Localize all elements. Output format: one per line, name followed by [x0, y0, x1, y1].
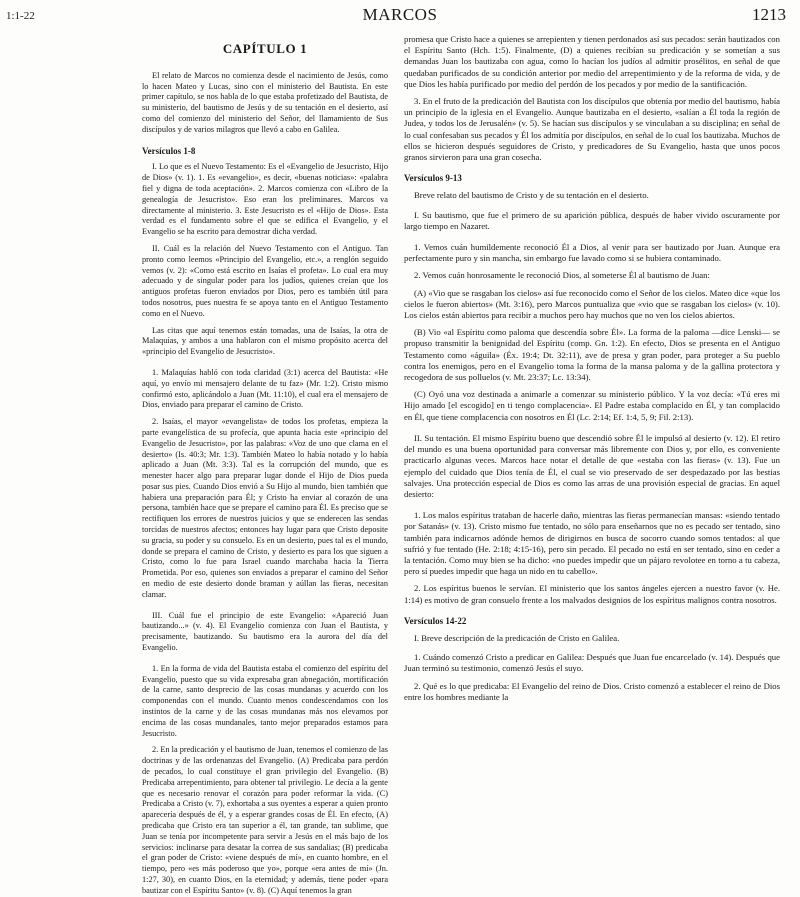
paragraph: 2. Qué es lo que predicaba: El Evangelio del reino de Dios. Cristo comenzó a establecer el reino de Dios entre los hombres mediante la — [404, 680, 780, 702]
paragraph: 1. Vemos cuán humildemente reconoció Él a Dios, al venir para ser bautizado por Juan. Aunque era perfectamente puro y sin mancha, sin embargo fue lavado como si se hubiera contaminado. — [404, 242, 780, 264]
paragraph: 1. Malaquías habló con toda claridad (3:1) acerca del Bautista: «He aquí, yo envío mi mensajero delante de tu faz» (Mr. 1:2). Cristo mismo confirmó esto, aplicándolo a Juan (Mt. 11:10), el cual era el mensajero de Dios, enviado para preparar el camino de Cristo. — [142, 367, 388, 410]
paragraph: II. Su tentación. El mismo Espíritu bueno que descendió sobre Él le impulsó al desierto (v. 12). El retiro del mundo es una buena oportunidad para conversar más libremente con Dios y, por ello, es conveniente practicarlo algunas veces. Marcos hace notar el detalle de que «estaba con las fieras» (v. 13). Fue un ejemplo del cuidado que Dios tenía de Él, el cual se vio preservado de ser despedazado por las bestias salvajes. Una protección especial de Dios es como las arras de una provisión especial de gracias. En aquel desierto: — [404, 432, 780, 499]
right-column — [404, 34, 780, 800]
left-column — [142, 34, 388, 895]
paragraph: 3. En el fruto de la predicación del Bautista con los discípulos que obtenía por medio del bautismo, había un principio de la iglesia en el Evangelio. Aunque bautizaba en el desierto, «salían a Él toda la región de Judea, y todos los de Jerusalén» (v. 5). Se hacían sus discípulos y se vinculaban a su disciplina; en señal de lo cual confesaban sus pecados y Él los admitía por discípulos, en señal de lo cual los bautizaba. Muchos de ellos se hicieron después seguidores de Cristo, y predicadores de Su Evangelio, hasta que unos pocos granos sirvieron para una gran cosecha. — [404, 96, 780, 163]
section-summary: Breve relato del bautismo de Cristo y de su tentación en el desierto. — [414, 190, 649, 201]
paragraph: Las citas que aquí tenemos están tomadas, una de Isaías, la otra de Malaquías, y ambos a una hablaron con el mismo propósito acerca del «principio del Evangelio de Jesucristo». — [142, 325, 388, 357]
paragraph: (B) Vio «al Espíritu como paloma que descendía sobre Él». La forma de la paloma —dice Lenski— se propuso transmitir la benignidad del Espíritu (comp. Gn. 1:2). En efecto, Dios se presenta en el Antiguo Testamento como «águila» (Éx. 19:4; Dt. 32:11), ave de presa y gran poder, para proteger a Su pueblo contra los enemigos, pero en el Evangelio toma la forma de la mansa paloma y de la gallina protectora y recogedora de sus polluelos (v. Mt. 23:37; Lc. 13:34). — [404, 327, 780, 383]
header-page-number: 1213 — [752, 5, 786, 24]
verse-heading: Versículos 9-13 — [404, 173, 462, 184]
paragraph: 2. En la predicación y el bautismo de Juan, tenemos el comienzo de las doctrinas y de las ordenanzas del Evangelio. (A) Predicaba para perdón de pecados, lo cual constituye el gran privilegio del Evangelio. (B) Predicaba arrepentimiento, para obtener tal privilegio. Le decía a la gente que es necesario renovar el corazón para poder reformar la vida. (C) Predicaba a Cristo (v. 7), exhortaba a sus oyentes a esperar a quien pronto aparecería después de él, y a esperar grandes cosas de Él. En efecto, (A) predicaba que Cristo era tan superior a él, tan grande, tan sublime, que Juan se tenía por incompetente para servir a Jesús en el más bajo de los servicios: inclinarse para desatar la correa de sus sandalias; (B) predicaba el gran poder de Cristo: «viene después de mí», en cuanto hombre, en el tiempo, pero «es más poderoso que yo», porque «era antes de mí» (Jn. 1:27, 30), en cuanto Dios, en la eternidad; y además, tiene poder «para bautizar con el Espíritu Santo» (v. 8). (C) Aquí tenemos la gran — [142, 745, 388, 895]
paragraph: 1. Cuándo comenzó Cristo a predicar en Galilea: Después que Juan fue encarcelado (v. 14). Después que Juan terminó su testimonio, comenzó Jesús el suyo. — [404, 652, 780, 674]
paragraph: III. Cuál fue el principio de este Evangelio: «Apareció Juan bautizando...» (v. 4). El Evangelio comienza con Juan el Bautista, y precisamente, bautizando. Su bautismo era la aurora del día del Evangelio. — [142, 610, 388, 653]
header-book-title: MARCOS — [362, 5, 438, 24]
paragraph: I. Su bautismo, que fue el primero de su aparición pública, después de haber vivido oscuramente por largo tiempo en Nazaret. — [404, 209, 780, 231]
section-summary: I. Breve descripción de la predicación de Cristo en Galilea. — [414, 632, 620, 643]
running-header — [0, 2, 800, 28]
intro-paragraph: El relato de Marcos no comienza desde el nacimiento de Jesús, como lo hacen Mateo y Lucas, sino con el ministerio del Bautista. En este primer capítulo, se nos habla de lo que estaba profetizado del Bautista, de su ministerio, del bautismo de Jesús y de su tentación en el desierto, así como del comienzo del ministerio del Señor, del llamamiento de Sus discípulos y de varios milagros que llevó a cabo en Galilea. — [142, 70, 388, 134]
paragraph: promesa que Cristo hace a quienes se arrepienten y tienen perdonados así sus pecados: serán bautizados con el Espíritu Santo (Hch. 1:5). Finalmente, (D) a quienes recibían su predicación y se sometían a sus demandas Juan los bautizaba con agua, como lo hacían los judíos al admitir prosélitos, en señal de que quedaban purificados de su condición anterior por medio del arrepentimiento y de la reforma de vida, y de que Dios les había purificado por medio del perdón de los pecados y por medio de la santificación. — [404, 34, 780, 89]
paragraph: (C) Oyó una voz destinada a animarle a comenzar su ministerio público. Y la voz decía: «Tú eres mi Hijo amado [el escogido] en ti tengo complacencia». El Padre estaba complacido en Él, y tan complacido en Él, que tiene complacencia con nosotros en Él (Lc. 2:14; Ef. 1:4, 5, 9; Fil. 2:13). — [404, 389, 780, 422]
paragraph: 1. En la forma de vida del Bautista estaba el comienzo del espíritu del Evangelio, puesto que su vida expresaba gran abnegación, mortificación de la carne, santo desprecio de las cosas mundanas y acuerdo con los componendas con el mundo. Cuanto menos condescendamos con los instintos de la carne y de las cosas mundanas más nos elevamos por encima de las cosas mundanales, tanto mejor preparados estamos para Jesucristo. — [142, 663, 388, 738]
paragraph: 1. Los malos espíritus trataban de hacerle daño, mientras las fieras permanecían mansas: «siendo tentado por Satanás» (v. 13). Cristo mismo fue tentado, no sólo para enseñarnos que no es pecado ser tentado, sino también para indicarnos adónde hemos de dirigirnos en busca de socorro cuando somos tentados: al que sufrió y fue tentado (He. 2:18; 4:15-16), pero sin pecado. El pecado no está en ser tentado, sino en ceder a la tentación. Como muy bien se ha dicho: «no puedes impedir que un pájaro revolotee en torno a tu cabeza, pero sí puedes impedir que haga un nido en tu cabello». — [404, 510, 780, 577]
verse-heading: Versículos 14-22 — [404, 615, 467, 626]
paragraph: 2. Vemos cuán honrosamente le reconoció Dios, al someterse Él al bautismo de Juan: — [414, 270, 710, 281]
paragraph: 2. Isaías, el mayor «evangelista» de todos los profetas, empieza la parte evangelística de su profecía, que apunta hacia este «principio del Evangelio de Jesucristo», por las palabras: «Voz de uno que clama en el desierto» (Is. 40:3; Mr. 1:3). También Mateo lo había notado y lo había aplicado a Juan (Mt. 3:3). Tal es la corrupción del mundo, que es menester hacer algo para preparar lugar donde el Hijo de Dios pueda posar sus pies. Cuando Dios envió a Su Hijo al mundo, bien también que habiera una preparación para Él; y Cristo ha enviar al corazón de una persona, también hace que se prepare el camino para Él. Es preciso que se rectifiquen los errores de nuestros juicios y que se enderecen las sendas torcidas de nuestros afectos; entonces hay lugar para que Cristo deposite su gracia, su poder y su consuelo. Es en un desierto, pues tal es el mundo, donde se prepara el camino de Cristo, y desierto es para los que siguen a Cristo, como lo fue para Israel cuando marchaba hacia la Tierra Prometida. Por eso, quienes son enviados a preparar el camino del Señor en medio de este desierto donde braman y aúllan las fieras, necesitan clamar. — [142, 417, 388, 599]
paragraph: (A) «Vio que se rasgaban los cielos» así fue reconocido como el Señor de los cielos. Mateo dice «que los cielos le fueron abiertos» (Mt. 3:16), pero Marcos puntualiza que «vio que se rasgaban los cielos» (v. 10). Los cielos están abiertos para recibir a muchos pero hay muchos que no ven los cielos abiertos. — [404, 287, 780, 321]
paragraph: I. Lo que es el Nuevo Testamento: Es el «Evangelio de Jesucristo, Hijo de Dios» (v. 1). 1. Es «evangelio», es decir, «buenas noticias»: «palabra fiel y digna de toda aceptación». 2. Marcos comienza con «Libro de la genealogía de Jesucristo». Eso eran los preliminares. Marcos va directamente al ministerio. 3. Este Jesucristo es el «Hijo de Dios». Esta verdad es el fundamento sobre el que se edifica el Evangelio, y el Evangelio se ha escrito para demostrar dicha verdad. — [142, 162, 388, 237]
paragraph: 2. Los espíritus buenos le servían. El ministerio que los santos ángeles ejercen a nuestro favor (v. He. 1:14) es motivo de gran consuelo frente a los malvados designios de los espíritus malignos contra nosotros. — [404, 583, 780, 605]
chapter-title: CAPÍTULO 1 — [222, 41, 308, 56]
header-verse-range: 1:1-22 — [6, 10, 35, 22]
verse-heading: Versículos 1-8 — [142, 145, 196, 156]
paragraph: II. Cuál es la relación del Nuevo Testamento con el Antiguo. Tan pronto como leemos «Principio del Evangelio, etc.», a renglón seguido vemos (v. 2): «Como está escrito en Isaías el profeta». Lo cual era muy adecuado y de singular poder para los judíos, quienes creían que los antiguos profetas fueron enviados por Dios, pero es también útil para todos nosotros, pues nuestra fe se apoya tanto en el Antiguo Testamento como en el Nuevo. — [142, 243, 388, 318]
